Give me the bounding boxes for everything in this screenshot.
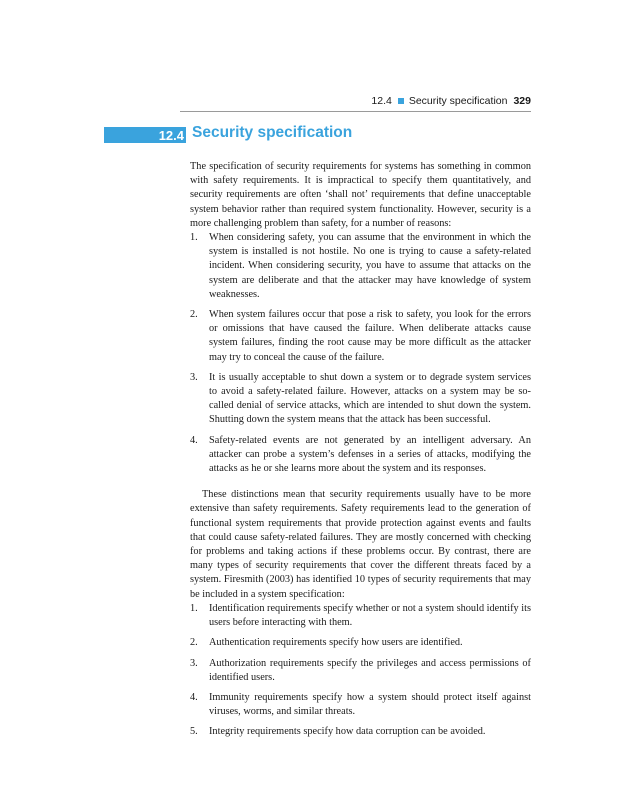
list-number: 1. [190, 602, 198, 614]
list-item [190, 691, 531, 719]
running-head [180, 95, 531, 107]
list-number: 5. [190, 726, 198, 738]
list-item-text: Authentication requirements specify how users are identified. [209, 637, 463, 649]
header-rule [180, 111, 531, 112]
reasons-list [190, 231, 531, 476]
list-item-text: When considering safety, you can assume that the environment in which the system is installed is not hostile. No one is trying to cause a safety-related incident. When considering security, you have to assume that attacks on the system are deliberate and that the attacker may have knowledge of system weaknesses. [209, 232, 531, 300]
running-head-section: 12.4 [371, 95, 392, 107]
page-number: 329 [513, 95, 531, 107]
list-number: 2. [190, 309, 198, 321]
list-item-text: Safety-related events are not generated by an intelligent adversary. An attacker can probe a system’s defenses in a series of attacks, modifying the attacks as he or she learns more about the system and its responses. [209, 434, 531, 475]
second-paragraph: These distinctions mean that security requirements usually have to be more extensive than safety requirements. Safety requirements lead to the generation of functional system requirements that provide protection against events and faults that could cause safety-related failures. They are mostly concerned with checking for problems and taking actions if these problems occur. By contrast, there are many types of security requirements that cover the different threats faced by a system. Firesmith (2003) has identified 10 types of security requirements that may be included in a system specification: [190, 489, 531, 600]
list-item [190, 602, 531, 630]
list-item [190, 434, 531, 477]
list-item [190, 308, 531, 365]
list-item-text: Integrity requirements specify how data corruption can be avoided. [209, 726, 486, 738]
list-item [190, 725, 531, 739]
list-item-text: Authorization requirements specify the privileges and access permissions of identified users. [209, 657, 531, 683]
list-number: 4. [190, 434, 198, 446]
section-title: Security specification [192, 124, 353, 141]
list-number: 4. [190, 691, 198, 703]
list-item-text: When system failures occur that pose a risk to safety, you look for the errors or omissions that have caused the failure. When deliberate attacks cause system failures, finding the root cause may be more difficult as the attacker may try to conceal the cause of the failure. [209, 309, 531, 363]
list-item [190, 371, 531, 428]
list-item-text: Immunity requirements specify how a system should protect itself against viruses, worms, and similar threats. [209, 691, 531, 718]
requirement-types-list [190, 602, 531, 740]
square-bullet-icon [398, 98, 404, 104]
section-number: 12.4 [158, 128, 184, 143]
intro-paragraph: The specification of security requirements for systems has something in common with safety requirements. It is impractical to specify them quantitatively, and security requirements are often ‘shall not’ requirements that define unacceptable system behavior rather than required system functionality. However, security is a more challenging problem than safety, for a number of reasons: [190, 161, 531, 229]
list-number: 1. [190, 232, 198, 244]
list-number: 3. [190, 657, 198, 669]
list-item [190, 636, 531, 650]
list-item-text: It is usually acceptable to shut down a system or to degrade system services to avoid a safety-related failure. However, attacks on a system may be so-called denial of service attacks, which are intended to shut down the system. Shutting down the system means that the attack has been successful. [209, 371, 531, 426]
list-item [190, 657, 531, 685]
list-number: 2. [190, 637, 198, 649]
list-number: 3. [190, 371, 198, 383]
list-item [190, 231, 531, 302]
list-item-text: Identification requirements specify whether or not a system should identify its users before interacting with them. [209, 602, 531, 629]
running-head-title: Security specification [408, 95, 508, 107]
body-text [190, 160, 531, 746]
